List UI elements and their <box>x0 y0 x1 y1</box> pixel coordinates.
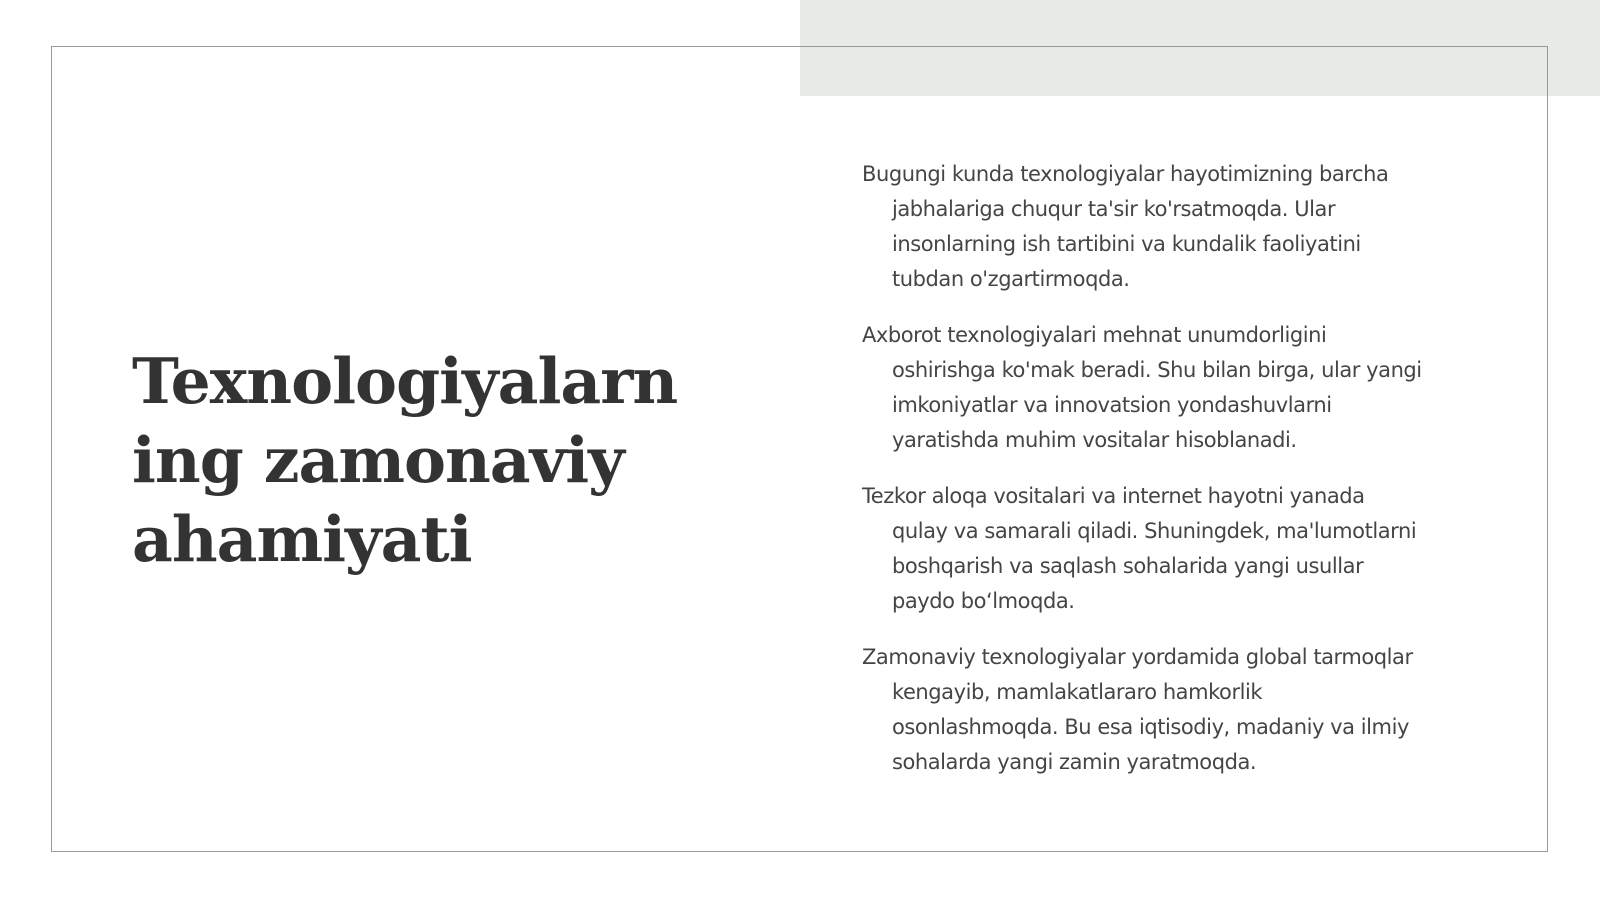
body-paragraph-2: Axborot texnologiyalari mehnat unumdorligini oshirishga ko'mak beradi. Shu bilan birga, ular yangi imkoniyatlar va innovatsion yondashuvlarni yaratishda muhim vositalar hisoblanadi. <box>862 323 1422 452</box>
slide-title: Texnologiyalarn ing zamonaviy ahamiyati <box>132 344 678 576</box>
body-paragraph-4: Zamonaviy texnologiyalar yordamida global tarmoqlar kengayib, mamlakatlararo hamkorlik osonlashmoqda. Bu esa iqtisodiy, madaniy va ilmiy sohalarda yangi zamin yaratmoqda. <box>862 645 1413 774</box>
body-paragraph-1: Bugungi kunda texnologiyalar hayotimizning barcha jabhalariga chuqur ta'sir ko'rsatmoqda. Ular insonlarning ish tartibini va kundalik faoliyatini tubdan o'zgartirmoqda. <box>862 162 1389 291</box>
body-paragraph-3: Tezkor aloqa vositalari va internet hayotni yanada qulay va samarali qiladi. Shuningdek, ma'lumotlarni boshqarish va saqlash sohalarida yangi usullar paydo bo‘lmoqda. <box>862 484 1417 613</box>
slide-body-text <box>862 157 1477 801</box>
